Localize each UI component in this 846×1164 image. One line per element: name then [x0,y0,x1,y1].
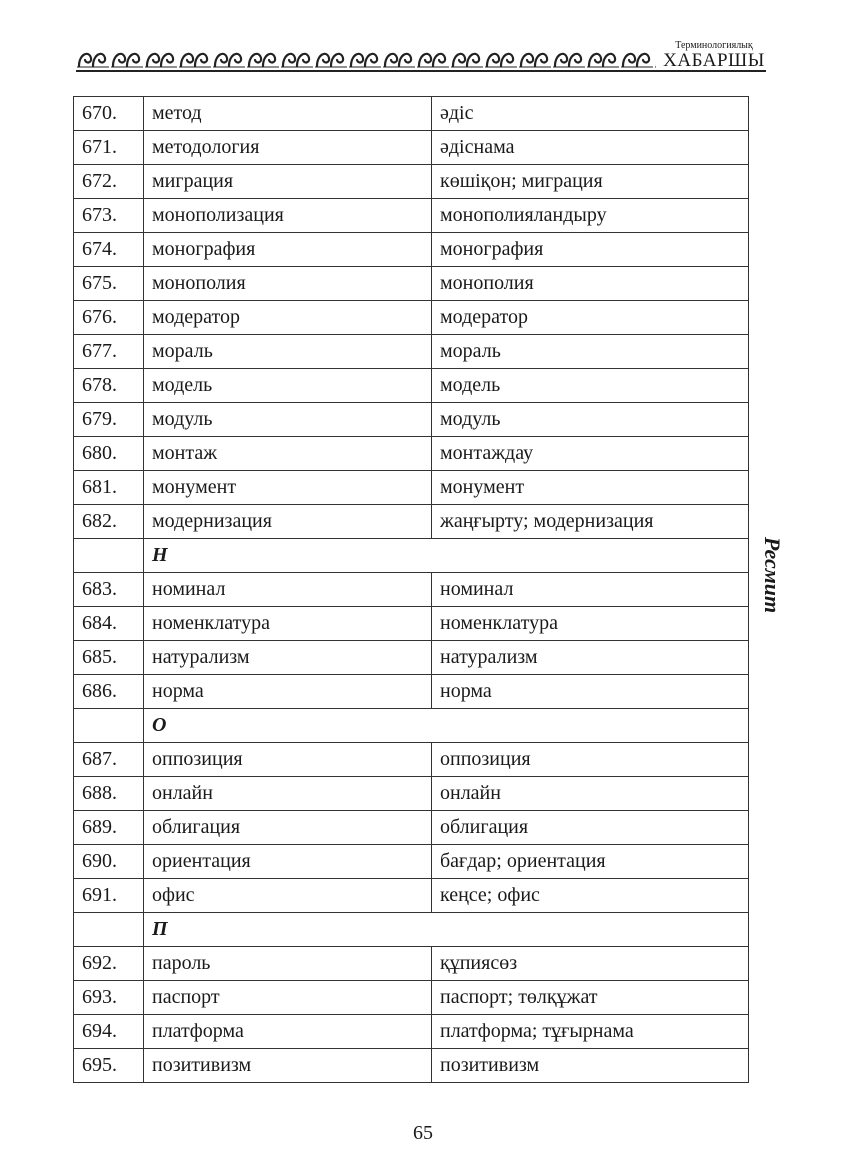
term-row [74,573,749,607]
term-russian: паспорт [144,981,432,1015]
term-russian: позитивизм [144,1049,432,1083]
term-kazakh: норма [432,675,749,709]
term-russian: метод [144,97,432,131]
term-number: 673. [74,199,144,233]
terms-table [73,96,749,1083]
side-label-text: Ресмит [760,536,785,614]
term-russian: монтаж [144,437,432,471]
term-russian: норма [144,675,432,709]
term-number: 690. [74,845,144,879]
term-kazakh: номинал [432,573,749,607]
letter-heading-spacer [74,913,144,947]
terms-table-body [74,97,749,1083]
term-kazakh: құпиясөз [432,947,749,981]
term-number: 677. [74,335,144,369]
page-number: 65 [413,1122,433,1144]
term-row [74,845,749,879]
term-russian: онлайн [144,777,432,811]
term-kazakh: оппозиция [432,743,749,777]
term-number: 694. [74,1015,144,1049]
term-number: 691. [74,879,144,913]
term-russian: модернизация [144,505,432,539]
term-row [74,505,749,539]
term-kazakh: монтаждау [432,437,749,471]
letter-heading-row [74,709,749,743]
term-row [74,607,749,641]
term-russian: миграция [144,165,432,199]
term-number: 680. [74,437,144,471]
page-header [76,40,766,74]
term-russian: пароль [144,947,432,981]
term-row [74,97,749,131]
term-russian: монумент [144,471,432,505]
term-row [74,1049,749,1083]
term-row [74,879,749,913]
letter-heading-row [74,539,749,573]
term-row [74,1015,749,1049]
term-kazakh: жаңғырту; модернизация [432,505,749,539]
term-row [74,335,749,369]
term-kazakh: бағдар; ориентация [432,845,749,879]
term-kazakh: натурализм [432,641,749,675]
term-kazakh: мораль [432,335,749,369]
term-kazakh: әдіснама [432,131,749,165]
term-russian: номенклатура [144,607,432,641]
term-row [74,301,749,335]
term-russian: оппозиция [144,743,432,777]
term-row [74,675,749,709]
term-number: 676. [74,301,144,335]
term-number: 692. [74,947,144,981]
term-number: 679. [74,403,144,437]
term-number: 672. [74,165,144,199]
brand-subtitle: Терминологиялық [675,40,753,51]
term-russian: модератор [144,301,432,335]
term-row [74,641,749,675]
letter-heading: О [144,709,749,743]
term-kazakh: паспорт; төлқұжат [432,981,749,1015]
term-number: 678. [74,369,144,403]
term-row [74,437,749,471]
term-russian: методология [144,131,432,165]
term-russian: натурализм [144,641,432,675]
term-kazakh: позитивизм [432,1049,749,1083]
term-russian: облигация [144,811,432,845]
term-russian: мораль [144,335,432,369]
term-row [74,403,749,437]
term-kazakh: монополия [432,267,749,301]
term-row [74,267,749,301]
letter-heading-spacer [74,539,144,573]
term-russian: монополия [144,267,432,301]
term-kazakh: модель [432,369,749,403]
term-row [74,165,749,199]
term-russian: монография [144,233,432,267]
term-number: 693. [74,981,144,1015]
term-number: 681. [74,471,144,505]
term-kazakh: көшіқон; миграция [432,165,749,199]
term-row [74,947,749,981]
term-row [74,471,749,505]
term-kazakh: кеңсе; офис [432,879,749,913]
term-number: 675. [74,267,144,301]
term-number: 683. [74,573,144,607]
term-number: 670. [74,97,144,131]
term-kazakh: монополияландыру [432,199,749,233]
ornament-border-icon [76,44,656,70]
term-kazakh: монография [432,233,749,267]
term-kazakh: монумент [432,471,749,505]
term-kazakh: номенклатура [432,607,749,641]
term-kazakh: модератор [432,301,749,335]
term-row [74,981,749,1015]
term-russian: номинал [144,573,432,607]
side-label [757,520,787,630]
term-russian: офис [144,879,432,913]
term-kazakh: әдіс [432,97,749,131]
term-number: 674. [74,233,144,267]
term-row [74,233,749,267]
term-number: 689. [74,811,144,845]
term-russian: монополизация [144,199,432,233]
term-kazakh: модуль [432,403,749,437]
term-row [74,777,749,811]
term-russian: платформа [144,1015,432,1049]
letter-heading: П [144,913,749,947]
term-row [74,743,749,777]
term-kazakh: платформа; тұғырнама [432,1015,749,1049]
term-number: 688. [74,777,144,811]
journal-brand [662,40,766,70]
term-russian: модуль [144,403,432,437]
term-russian: ориентация [144,845,432,879]
term-row [74,199,749,233]
term-kazakh: облигация [432,811,749,845]
term-row [74,369,749,403]
term-kazakh: онлайн [432,777,749,811]
letter-heading-row [74,913,749,947]
term-row [74,131,749,165]
term-number: 685. [74,641,144,675]
term-number: 671. [74,131,144,165]
term-number: 695. [74,1049,144,1083]
letter-heading-spacer [74,709,144,743]
term-row [74,811,749,845]
term-russian: модель [144,369,432,403]
term-number: 687. [74,743,144,777]
brand-title: ХАБАРШЫ [663,50,765,71]
letter-heading: Н [144,539,749,573]
term-number: 686. [74,675,144,709]
term-number: 682. [74,505,144,539]
term-number: 684. [74,607,144,641]
